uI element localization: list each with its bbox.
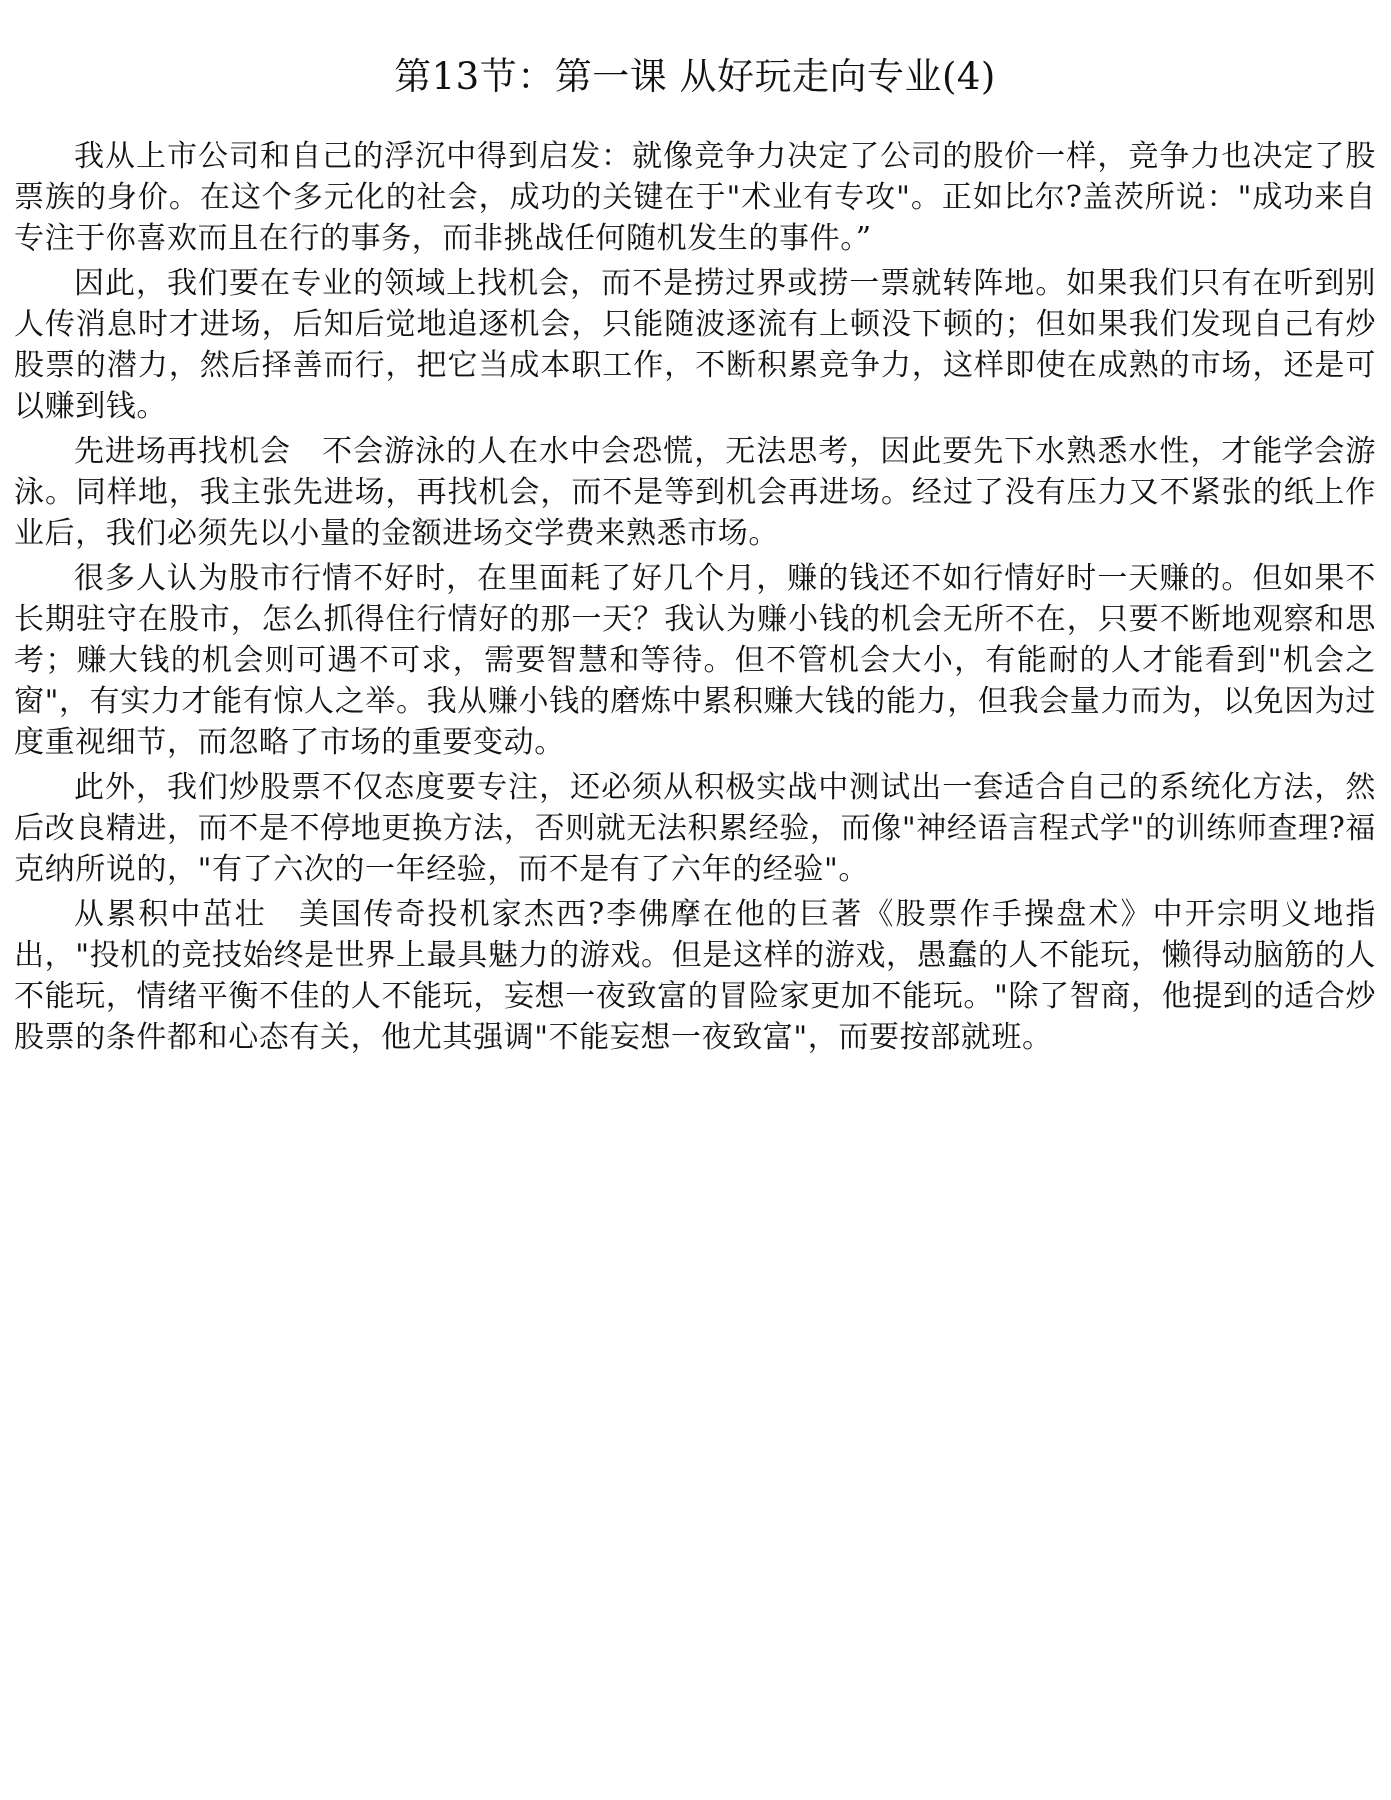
paragraph-1: 我从上市公司和自己的浮沉中得到启发：就像竞争力决定了公司的股价一样，竞争力也决定了股票族的身价。在这个多元化的社会，成功的关键在于"术业有专攻"。正如比尔?盖茨所说："成功来自专注于你喜欢而且在行的事务，而非挑战任何随机发生的事件。” [14,139,1376,256]
paragraph-5: 此外，我们炒股票不仅态度要专注，还必须从积极实战中测试出一套适合自己的系统化方法，然后改良精进，而不是不停地更换方法，否则就无法积累经验，而像"神经语言程式学"的训练师查理?福克纳所说的，"有了六次的一年经验，而不是有了六年的经验"。 [14,770,1376,887]
page-title: 第13节：第一课 从好玩走向专业(4) [394,55,996,98]
paragraph-6: 从累积中茁壮 美国传奇投机家杰西?李佛摩在他的巨著《股票作手操盘术》中开宗明义地指出，"投机的竞技始终是世界上最具魅力的游戏。但是这样的游戏，愚蠢的人不能玩，懒得动脑筋的人不能玩，情绪平衡不佳的人不能玩，妄想一夜致富的冒险家更加不能玩。"除了智商，他提到的适合炒股票的条件都和心态有关，他尤其强调"不能妄想一夜致富"，而要按部就班。 [14,897,1376,1055]
paragraph-4: 很多人认为股市行情不好时，在里面耗了好几个月，赚的钱还不如行情好时一天赚的。但如果不长期驻守在股市，怎么抓得住行情好的那一天？我认为赚小钱的机会无所不在，只要不断地观察和思考；赚大钱的机会则可遇不可求，需要智慧和等待。但不管机会大小，有能耐的人才能看到"机会之窗"，有实力才能有惊人之举。我从赚小钱的磨炼中累积赚大钱的能力，但我会量力而为，以免因为过度重视细节，而忽略了市场的重要变动。 [14,561,1376,760]
paragraph-2: 因此，我们要在专业的领域上找机会，而不是捞过界或捞一票就转阵地。如果我们只有在听到别人传消息时才进场，后知后觉地追逐机会，只能随波逐流有上顿没下顿的；但如果我们发现自己有炒股票的潜力，然后择善而行，把它当成本职工作，不断积累竞争力，这样即使在成熟的市场，还是可以赚到钱。 [14,266,1376,424]
paragraph-3: 先进场再找机会 不会游泳的人在水中会恐慌，无法思考，因此要先下水熟悉水性，才能学会游泳。同样地，我主张先进场，再找机会，而不是等到机会再进场。经过了没有压力又不紧张的纸上作业后，我们必须先以小量的金额进场交学费来熟悉市场。 [14,434,1376,551]
document-page [14,0,1376,1062]
article-body [14,136,1376,1058]
